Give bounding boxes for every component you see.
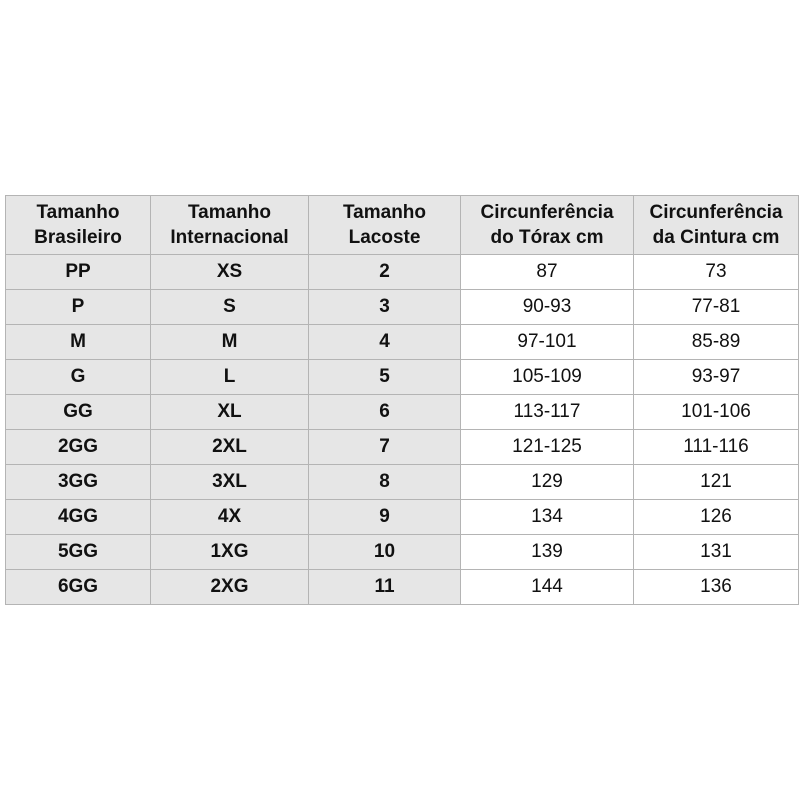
international-size-cell: XL <box>151 395 309 430</box>
international-size-cell: 1XG <box>151 535 309 570</box>
lacoste-size-cell: 7 <box>309 430 461 465</box>
table-row <box>6 570 799 605</box>
lacoste-size-cell: 8 <box>309 465 461 500</box>
brazilian-size-cell: 5GG <box>6 535 151 570</box>
lacoste-size-cell: 3 <box>309 290 461 325</box>
brazilian-size-cell: P <box>6 290 151 325</box>
brazilian-size-cell: 4GG <box>6 500 151 535</box>
header-chest-circumference: Circunferência do Tórax cm <box>461 196 634 255</box>
chest-cell: 97-101 <box>461 325 634 360</box>
chest-cell: 129 <box>461 465 634 500</box>
chest-cell: 144 <box>461 570 634 605</box>
lacoste-size-cell: 6 <box>309 395 461 430</box>
waist-cell: 101-106 <box>634 395 799 430</box>
chest-cell: 87 <box>461 255 634 290</box>
waist-cell: 126 <box>634 500 799 535</box>
brazilian-size-cell: GG <box>6 395 151 430</box>
waist-cell: 111-116 <box>634 430 799 465</box>
chest-cell: 139 <box>461 535 634 570</box>
waist-cell: 77-81 <box>634 290 799 325</box>
brazilian-size-cell: 2GG <box>6 430 151 465</box>
header-waist-circumference: Circunferência da Cintura cm <box>634 196 799 255</box>
international-size-cell: 4X <box>151 500 309 535</box>
international-size-cell: L <box>151 360 309 395</box>
waist-cell: 121 <box>634 465 799 500</box>
international-size-cell: S <box>151 290 309 325</box>
table-row <box>6 290 799 325</box>
header-row <box>6 196 799 255</box>
table-row <box>6 325 799 360</box>
header-brazilian-size: Tamanho Brasileiro <box>6 196 151 255</box>
chest-cell: 113-117 <box>461 395 634 430</box>
chest-cell: 105-109 <box>461 360 634 395</box>
chest-cell: 121-125 <box>461 430 634 465</box>
international-size-cell: M <box>151 325 309 360</box>
header-lacoste-size: Tamanho Lacoste <box>309 196 461 255</box>
chest-cell: 90-93 <box>461 290 634 325</box>
international-size-cell: 2XL <box>151 430 309 465</box>
table-row <box>6 395 799 430</box>
waist-cell: 136 <box>634 570 799 605</box>
brazilian-size-cell: 6GG <box>6 570 151 605</box>
table-row <box>6 500 799 535</box>
table-header <box>6 196 799 255</box>
lacoste-size-cell: 2 <box>309 255 461 290</box>
table-row <box>6 535 799 570</box>
size-chart-table <box>5 195 799 605</box>
lacoste-size-cell: 5 <box>309 360 461 395</box>
brazilian-size-cell: 3GG <box>6 465 151 500</box>
waist-cell: 85-89 <box>634 325 799 360</box>
brazilian-size-cell: G <box>6 360 151 395</box>
brazilian-size-cell: M <box>6 325 151 360</box>
table-row <box>6 465 799 500</box>
header-international-size: Tamanho Internacional <box>151 196 309 255</box>
table-row <box>6 360 799 395</box>
international-size-cell: XS <box>151 255 309 290</box>
waist-cell: 131 <box>634 535 799 570</box>
lacoste-size-cell: 11 <box>309 570 461 605</box>
lacoste-size-cell: 4 <box>309 325 461 360</box>
international-size-cell: 3XL <box>151 465 309 500</box>
lacoste-size-cell: 10 <box>309 535 461 570</box>
brazilian-size-cell: PP <box>6 255 151 290</box>
table-row <box>6 255 799 290</box>
table-row <box>6 430 799 465</box>
international-size-cell: 2XG <box>151 570 309 605</box>
table-body <box>6 255 799 605</box>
waist-cell: 73 <box>634 255 799 290</box>
chest-cell: 134 <box>461 500 634 535</box>
lacoste-size-cell: 9 <box>309 500 461 535</box>
waist-cell: 93-97 <box>634 360 799 395</box>
